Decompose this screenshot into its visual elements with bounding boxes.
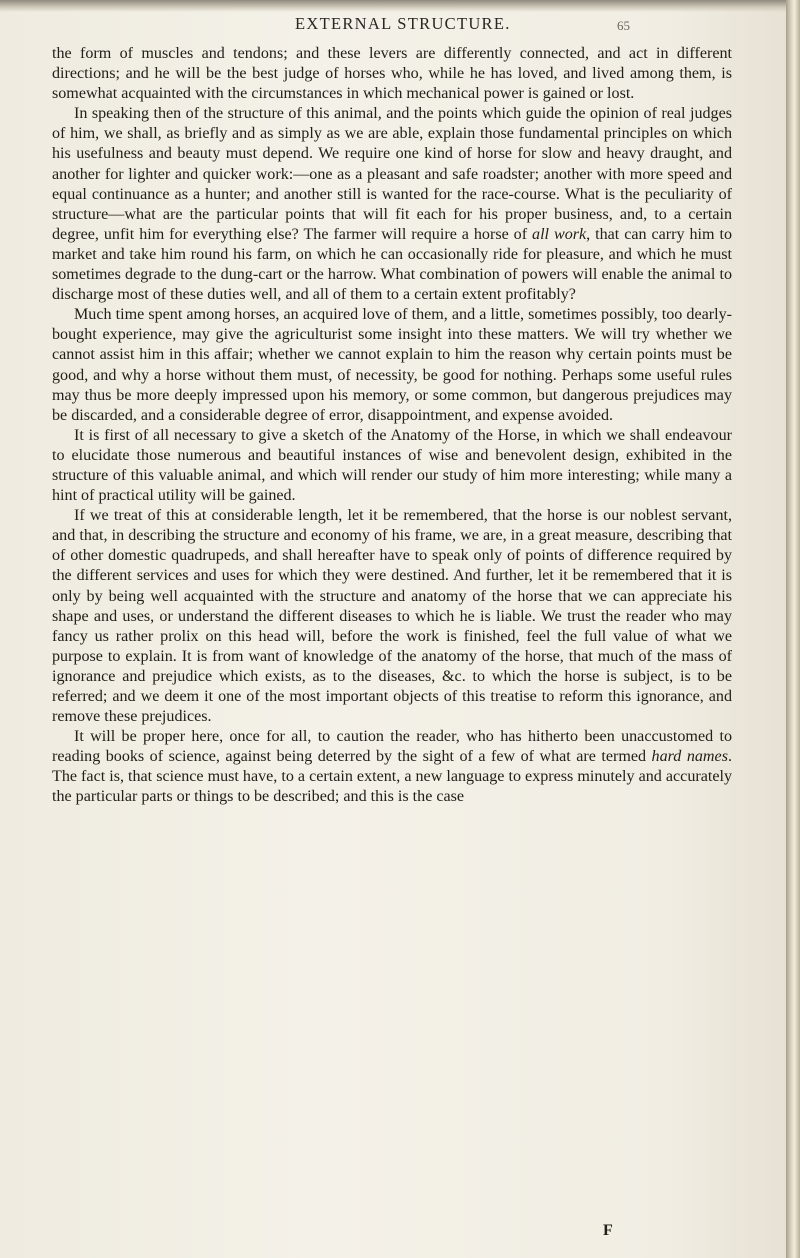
paragraph-6: It will be proper here, once for all, to caution the reader, who has hitherto been unaccustomed to reading books of science, against being deterred by the sight of a few of what are termed hard names. The fact is, that science must have, to a certain extent, a new language to express minutely and accurately the particular parts or things to be described; and this is the case [52,728,732,806]
signature-mark: F [603,1222,613,1239]
paragraph-1: the form of muscles and tendons; and these levers are differently connected, and act in different directions; and he will be the best judge of horses who, while he has loved, and lived among them, is somewhat acquainted with the circumstances in which mechanical power is gained or lost. [52,45,732,103]
running-head-title: EXTERNAL STRUCTURE. [295,14,511,33]
paragraph-2: In speaking then of the structure of this animal, and the points which guide the opinion of real judges of him, we shall, as briefly and as simply as we are able, explain those fundamental principles on which his usefulness and beauty must depend. We require one kind of horse for slow and heavy draught, and another for lighter and quicker work:—one as a pleasant and safe roadster; another with more speed and equal continuance as a hunter; and another still is wanted for the race-course. What is the peculiarity of structure—what are the particular points that will fit each for his proper business, and, to a certain degree, unfit him for everything else? The farmer will require a horse of all work, that can carry him to market and take him round his farm, on which he can occasionally ride for pleasure, and which he must sometimes degrade to the dung-cart or the harrow. What combination of powers will enable the animal to discharge most of these duties well, and all of them to a certain extent profitably? [52,105,732,304]
paragraph-4: It is first of all necessary to give a sketch of the Anatomy of the Horse, in which we shall endeavour to elucidate those numerous and beautiful instances of wise and benevolent design, exhibited in the structure of this valuable animal, and which will render our study of him more interesting; while many a hint of practical utility will be gained. [52,426,732,505]
paragraph-5: If we treat of this at considerable length, let it be remembered, that the horse is our noblest servant, and that, in describing the structure and economy of his frame, we are, in a great measure, describing that of other domestic quadrupeds, and shall hereafter have to speak only of points of difference required by the different services and uses for which they were destined. And further, let it be remembered that it is only by being well acquainted with the structure and anatomy of the horse that we can appreciate his shape and uses, or understand the different diseases to which he is liable. We trust the reader who may fancy us rather prolix on this head will, before the work is finished, feel the full value of what we purpose to explain. It is from want of knowledge of the anatomy of the horse, that much of the mass of ignorance and prejudice which exists, as to the diseases, &c. to which the horse is subject, is to be referred; and we deem it one of the most important objects of this treatise to reform this ignorance, and remove these prejudices. [52,507,732,726]
body-text [52,44,732,808]
running-head [0,10,786,40]
book-spine-edge [786,0,800,1258]
page-number: 65 [617,18,630,33]
paragraph-3: Much time spent among horses, an acquired love of them, and a little, sometimes possibly, too dearly-bought experience, may give the agriculturist some insight into these matters. We will try whether we cannot assist him in this affair; whether we cannot explain to him the reason why certain points must be good, and why a horse without them must, of necessity, be good for nothing. Perhaps some useful rules may thus be more deeply impressed upon his memory, or some common, but dangerous prejudices may be discarded, and a considerable degree of error, disappointment, and expense avoided. [52,306,732,424]
